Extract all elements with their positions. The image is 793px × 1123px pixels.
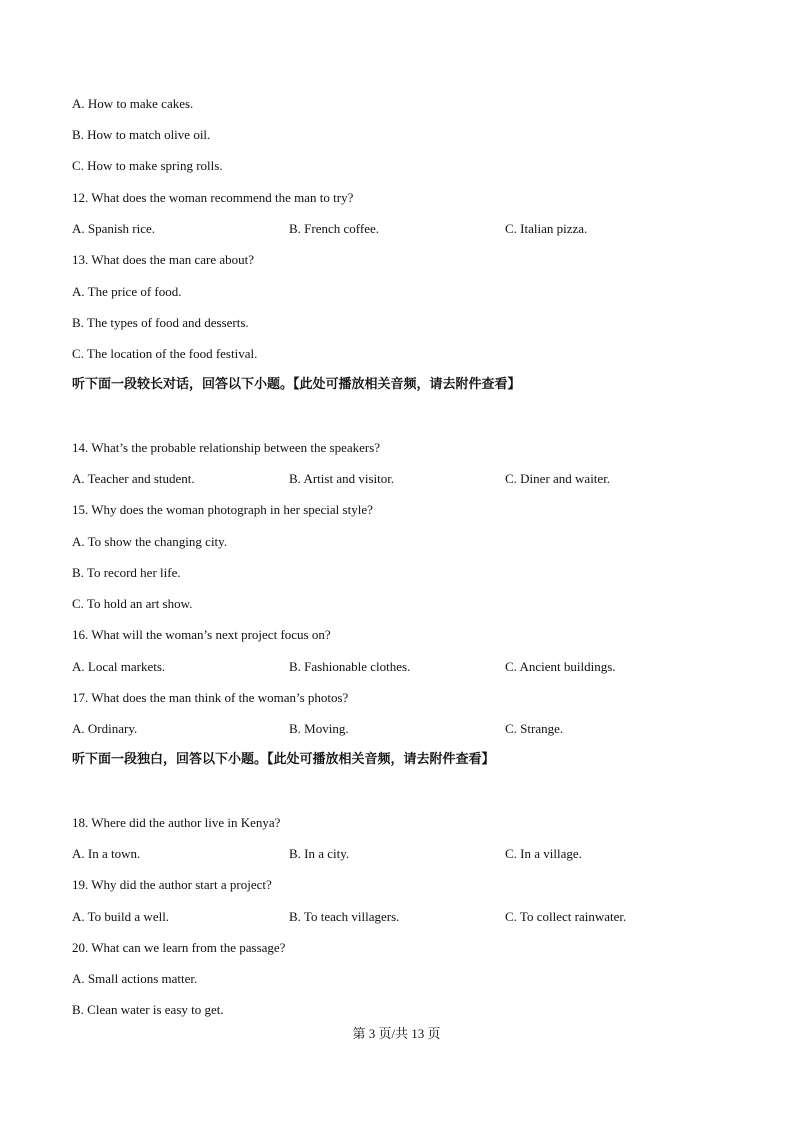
q18-option-a: A. In a town. [72, 846, 141, 861]
q19-option-b: B. To teach villagers. [289, 909, 400, 924]
q11-option-a: A. How to make cakes. [72, 96, 194, 111]
q14-option-b: B. Artist and visitor. [289, 471, 395, 486]
page-number: 第 3 页/共 13 页 [352, 1026, 441, 1041]
q19-option-a: A. To build a well. [72, 909, 170, 924]
q15-option-a: A. To show the changing city. [72, 534, 228, 549]
q17-question: 17. What does the man think of the woman’s photos? [72, 690, 349, 705]
q11-option-b: B. How to match olive oil. [72, 127, 211, 142]
q17-option-c: C. Strange. [505, 721, 564, 736]
q13-option-b: B. The types of food and desserts. [72, 315, 249, 330]
q15-question: 15. Why does the woman photograph in her special style? [72, 502, 373, 517]
q12-option-a: A. Spanish rice. [72, 221, 156, 236]
q14-question: 14. What’s the probable relationship between the speakers? [72, 440, 381, 455]
q17-option-b: B. Moving. [289, 721, 349, 736]
q12-option-b: B. French coffee. [289, 221, 380, 236]
q16-question: 16. What will the woman’s next project focus on? [72, 627, 331, 642]
q14-option-a: A. Teacher and student. [72, 471, 195, 486]
q13-option-c: C. The location of the food festival. [72, 346, 258, 361]
q18-question: 18. Where did the author live in Kenya? [72, 815, 281, 830]
section-instruction-monologue: 听下面一段独白，回答以下小题。【此处可播放相关音频，请去附件查看】 [72, 752, 495, 767]
q18-option-b: B. In a city. [289, 846, 350, 861]
q18-option-c: C. In a village. [505, 846, 582, 861]
q19-option-c: C. To collect rainwater. [505, 909, 627, 924]
q17-option-a: A. Ordinary. [72, 721, 138, 736]
q14-option-c: C. Diner and waiter. [505, 471, 611, 486]
q15-option-b: B. To record her life. [72, 565, 181, 580]
q20-option-b: B. Clean water is easy to get. [72, 1002, 224, 1017]
q20-option-a: A. Small actions matter. [72, 971, 198, 986]
q16-option-a: A. Local markets. [72, 659, 166, 674]
q12-question: 12. What does the woman recommend the man to try? [72, 190, 354, 205]
q12-option-c: C. Italian pizza. [505, 221, 588, 236]
q16-option-b: B. Fashionable clothes. [289, 659, 411, 674]
q15-option-c: C. To hold an art show. [72, 596, 193, 611]
q19-question: 19. Why did the author start a project? [72, 877, 272, 892]
q13-option-a: A. The price of food. [72, 284, 182, 299]
q11-option-c: C. How to make spring rolls. [72, 158, 223, 173]
q20-question: 20. What can we learn from the passage? [72, 940, 286, 955]
q16-option-c: C. Ancient buildings. [505, 659, 616, 674]
q13-question: 13. What does the man care about? [72, 252, 255, 267]
section-instruction-dialogue: 听下面一段较长对话，回答以下小题。【此处可播放相关音频，请去附件查看】 [72, 377, 521, 392]
